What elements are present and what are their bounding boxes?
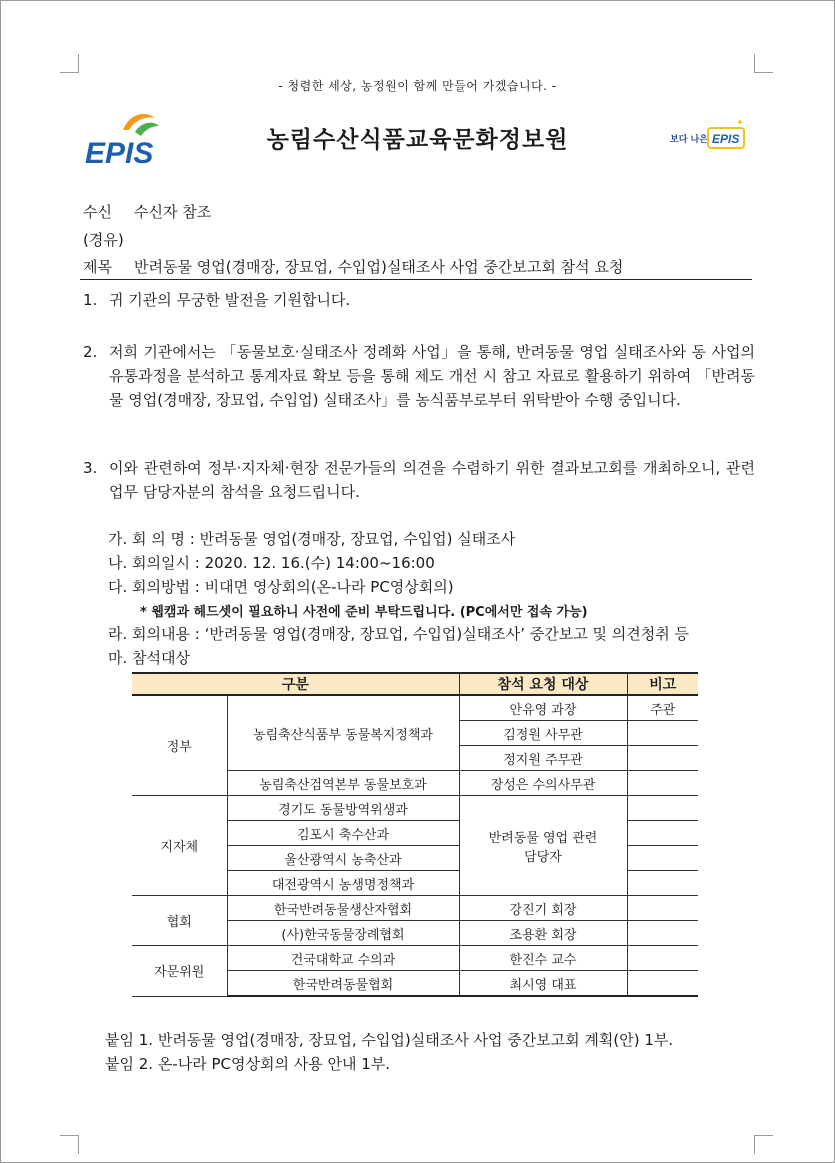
org-cell: (사)한국동물장례협회 [227, 921, 459, 946]
target-line-2: 담당자 [524, 849, 562, 865]
item-note: * 웹캠과 헤드셋이 필요하니 사전에 준비 부탁드립니다. (PC에서만 접속 가능) [140, 605, 588, 620]
paragraph-1 [83, 288, 755, 312]
paragraph-3 [83, 456, 755, 504]
subject-label: 제목 [83, 258, 112, 276]
subject-value: 반려동물 영업(경매장, 장묘업, 수입업)실태조사 사업 중간보고회 참석 요청 [133, 258, 624, 276]
via-line: (경유) [83, 231, 124, 249]
recipient-value: 수신자 참조 [133, 203, 212, 221]
paragraph-2-text: 저희 기관에서는 「동물보호·실태조사 정례화 사업」을 통해, 반려동물 영업 실태조사와 동 사업의 유통과정을 분석하고 통계자료 확보 등을 통해 제도 개선 시 참고 자료로 활용하기 위하여 「반려동물 영업(경매장, 장묘업, 수입업) 실태조사」를 농식품부로부터 위탁받아 수행 중입니다. [109, 343, 755, 409]
item-meeting-name: 가. 회 의 명 : 반려동물 영업(경매장, 장묘업, 수입업) 실태조사 [108, 530, 516, 548]
item-meeting-datetime: 나. 회의일시 : 2020. 12. 16.(수) 14:00~16:00 [108, 554, 435, 572]
logo-right-tagline: 보다 나은 [670, 135, 708, 145]
target-cell: 장성은 수의사무관 [459, 771, 627, 796]
recipient-line [83, 201, 211, 222]
target-cell: 조용환 회장 [459, 921, 627, 946]
paragraph-2 [83, 340, 755, 412]
item-meeting-method: 다. 회의방법 : 비대면 영상회의(온-나라 PC영상회의) [108, 578, 454, 596]
target-cell: 정지원 주무관 [459, 746, 627, 771]
logo-right-text: EPIS [712, 132, 740, 146]
note-cell [627, 796, 698, 821]
crop-mark-bottom-left [60, 1135, 79, 1154]
note-cell [627, 921, 698, 946]
target-cell: 한진수 교수 [459, 946, 627, 971]
note-cell [627, 846, 698, 871]
table-header-row [132, 673, 698, 695]
note-cell: 주관 [627, 695, 698, 721]
attendee-table [132, 672, 698, 997]
org-cell: 대전광역시 농생명정책과 [227, 871, 459, 896]
organization-name: 농림수산식품교육문화정보원 [266, 127, 569, 153]
group-local-government: 지자체 [132, 796, 227, 896]
org-cell: 건국대학교 수의과 [227, 946, 459, 971]
target-cell: 최시영 대표 [459, 971, 627, 997]
subject-line [83, 256, 623, 277]
paragraph-1-text: 귀 기관의 무궁한 발전을 기원합니다. [109, 291, 351, 309]
target-line-1: 반려동물 영업 관련 [488, 830, 598, 846]
header-divider [80, 279, 752, 280]
crop-mark-top-left [60, 54, 79, 73]
table-row [132, 896, 698, 921]
note-cell [627, 971, 698, 997]
table-row [132, 695, 698, 721]
note-cell [627, 946, 698, 971]
epis-logo-right [668, 118, 750, 158]
item-attendees: 마. 참석대상 [108, 649, 190, 667]
header-category: 구분 [132, 673, 459, 695]
header-note: 비고 [627, 673, 698, 695]
slogan: - 청렴한 세상, 농정원이 함께 만들어 가겠습니다. - [278, 79, 557, 93]
org-cell: 김포시 축수산과 [227, 821, 459, 846]
group-government: 정부 [132, 695, 227, 796]
paragraph-1-number: 1. [83, 291, 98, 309]
note-cell [627, 871, 698, 896]
org-cell: 한국반려동물생산자협회 [227, 896, 459, 921]
logo-right-plus-icon [738, 120, 742, 124]
attachment-1: 붙임 1. 반려동물 영업(경매장, 장묘업, 수입업)실태조사 사업 중간보고회 계획(안) 1부. [105, 1031, 674, 1049]
group-advisors: 자문위원 [132, 946, 227, 997]
paragraph-2-number: 2. [83, 343, 98, 361]
logo-left-text: EPIS [85, 137, 154, 168]
recipient-label: 수신 [83, 203, 112, 221]
note-cell [627, 896, 698, 921]
org-cell: 농림축산식품부 동물복지정책과 [227, 695, 459, 771]
paragraph-3-text: 이와 관련하여 정부·지자체·현장 전문가들의 의견을 수렴하기 위한 결과보고회를 개최하오니, 관련 업무 담당자분의 참석을 요청드립니다. [109, 459, 755, 501]
target-cell: 안유영 과장 [459, 695, 627, 721]
note-cell [627, 771, 698, 796]
attachment-2: 붙임 2. 온-나라 PC영상회의 사용 안내 1부. [105, 1055, 391, 1073]
group-association: 협회 [132, 896, 227, 946]
target-cell: 강진기 회장 [459, 896, 627, 921]
crop-mark-top-right [754, 54, 773, 73]
note-cell [627, 721, 698, 746]
crop-mark-bottom-right [754, 1135, 773, 1154]
paragraph-3-number: 3. [83, 459, 98, 477]
item-meeting-content: 라. 회의내용 : ‘반려동물 영업(경매장, 장묘업, 수입업)실태조사’ 중간보고 및 의견청취 등 [108, 625, 689, 643]
target-cell-merged [459, 796, 627, 896]
org-cell: 한국반려동물협회 [227, 971, 459, 997]
org-cell: 농림축산검역본부 동물보호과 [227, 771, 459, 796]
org-cell: 경기도 동물방역위생과 [227, 796, 459, 821]
table-row [132, 946, 698, 971]
header-target: 참석 요청 대상 [459, 673, 627, 695]
org-cell: 울산광역시 농축산과 [227, 846, 459, 871]
note-cell [627, 821, 698, 846]
note-cell [627, 746, 698, 771]
table-row [132, 796, 698, 821]
target-cell: 김정원 사무관 [459, 721, 627, 746]
